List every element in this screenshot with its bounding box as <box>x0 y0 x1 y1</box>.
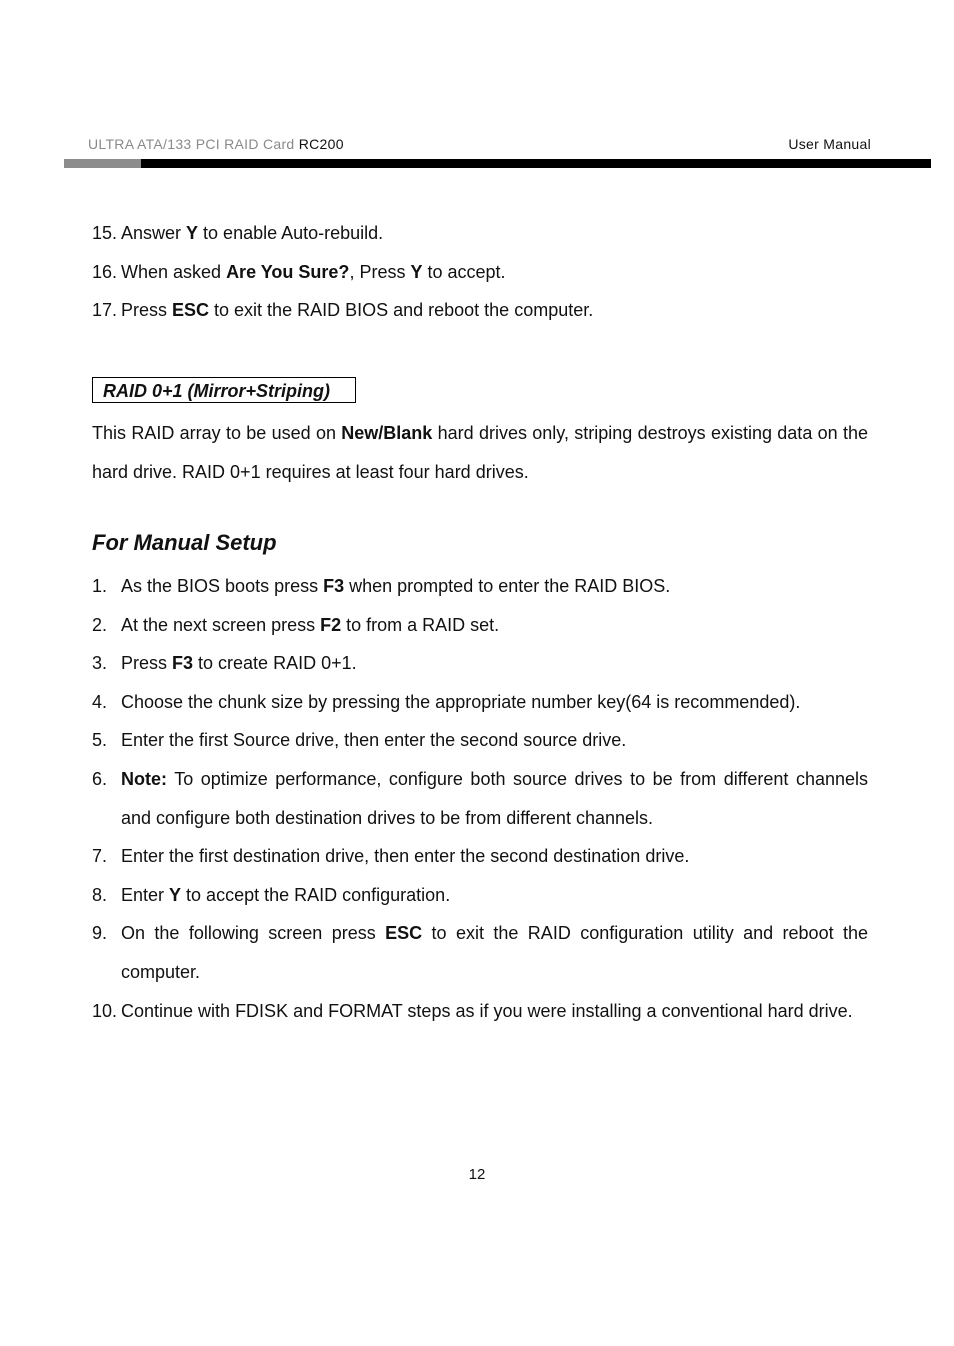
list-item-number: 16. <box>92 261 118 282</box>
list-item-number: 6. <box>92 768 108 789</box>
page-number: 12 <box>468 1166 486 1183</box>
text-run: At the next screen press <box>121 614 321 635</box>
bold-text: New/Blank <box>341 423 433 443</box>
list-item <box>92 253 868 292</box>
list-item-number: 9. <box>92 923 108 944</box>
list-item <box>92 606 868 645</box>
bold-text: ESC <box>385 923 423 944</box>
list-item-text <box>121 214 868 253</box>
list-item-text <box>121 291 868 330</box>
list-item <box>92 992 868 1031</box>
header-product-name: ULTRA ATA/133 PCI RAID Card <box>88 136 295 152</box>
manual-steps-list <box>92 567 868 1030</box>
bold-text: F2 <box>320 614 342 635</box>
list-item <box>92 760 868 837</box>
list-item <box>92 214 868 253</box>
text-run: Choose the chunk size by pressing the appropriate number key(64 is recommended). <box>121 691 801 712</box>
text-run: to create RAID 0+1. <box>193 653 357 674</box>
section-intro <box>92 414 868 491</box>
list-item <box>92 876 868 915</box>
list-item <box>92 567 868 606</box>
text-run: When asked <box>121 261 227 282</box>
list-item <box>92 914 868 991</box>
bold-text: ESC <box>172 300 210 321</box>
list-item-text <box>121 876 868 915</box>
text-run: Enter the first destination drive, then enter the second destination drive. <box>121 846 690 867</box>
list-item-number: 7. <box>92 846 108 867</box>
text-run: to accept. <box>422 261 506 282</box>
bold-text: Note: <box>121 768 167 789</box>
list-item-number: 2. <box>92 614 108 635</box>
text-run: hard drives only, striping destroys existing data on the hard drive. RAID 0+1 requires at least four hard drives. <box>92 423 868 482</box>
list-item-number: 10. <box>92 1000 118 1021</box>
text-run: when prompted to enter the RAID BIOS. <box>344 576 671 596</box>
bold-text: F3 <box>323 576 345 596</box>
text-run: Enter the first Source drive, then enter the second source drive. <box>121 730 627 751</box>
list-item-number: 1. <box>92 576 108 596</box>
list-item-text <box>121 992 868 1031</box>
list-item-text <box>121 721 868 760</box>
text-run: Enter <box>121 884 170 905</box>
list-item <box>92 683 868 722</box>
bold-text: F3 <box>172 653 194 674</box>
header-product <box>88 136 344 152</box>
text-run: Continue with FDISK and FORMAT steps as if you were installing a conventional hard drive. <box>121 1000 853 1021</box>
list-item-text <box>121 606 868 645</box>
list-item-text <box>121 837 868 876</box>
section-heading: RAID 0+1 (Mirror+Striping) <box>92 377 356 403</box>
list-item <box>92 644 868 683</box>
bold-text: Y <box>186 223 199 243</box>
text-run: to enable Auto-rebuild. <box>198 223 384 243</box>
text-run: to accept the RAID configuration. <box>181 884 451 905</box>
header-rule <box>64 159 931 168</box>
bold-text: Are You Sure? <box>226 261 350 282</box>
list-item <box>92 837 868 876</box>
list-item-number: 3. <box>92 653 108 674</box>
list-item-number: 15. <box>92 223 118 243</box>
steps-top-list <box>92 214 868 330</box>
bold-text: Y <box>169 884 182 905</box>
text-run: to from a RAID set. <box>341 614 500 635</box>
text-run: Answer <box>121 223 187 243</box>
list-item-text <box>121 567 868 606</box>
list-item-text <box>121 914 868 991</box>
list-item <box>92 721 868 760</box>
list-item-number: 17. <box>92 300 118 321</box>
header-manual-title: User Manual <box>788 136 871 152</box>
text-run: to exit the RAID configuration utility and reboot the computer. <box>121 923 869 982</box>
list-item-text <box>121 253 868 292</box>
text-run: As the BIOS boots press <box>121 576 324 596</box>
manual-setup-heading: For Manual Setup <box>92 530 277 555</box>
list-item-number: 8. <box>92 884 108 905</box>
text-run: Press <box>121 300 173 321</box>
list-item-text <box>121 683 868 722</box>
header-rule-accent <box>64 159 141 168</box>
text-run: To optimize performance, configure both source drives to be from different channels and configure both destination drives to be from different channels. <box>121 768 868 828</box>
bold-text: Y <box>410 261 423 282</box>
header-model: RC200 <box>298 136 344 152</box>
list-item-number: 5. <box>92 730 108 751</box>
list-item-number: 4. <box>92 691 108 712</box>
list-item <box>92 291 868 330</box>
text-run: Press <box>121 653 173 674</box>
text-run: to exit the RAID BIOS and reboot the computer. <box>209 300 594 321</box>
text-run: This RAID array to be used on <box>92 423 342 443</box>
list-item-text <box>121 760 868 837</box>
text-run: , Press <box>349 261 411 282</box>
list-item-text <box>121 644 868 683</box>
text-run: On the following screen press <box>121 923 386 944</box>
